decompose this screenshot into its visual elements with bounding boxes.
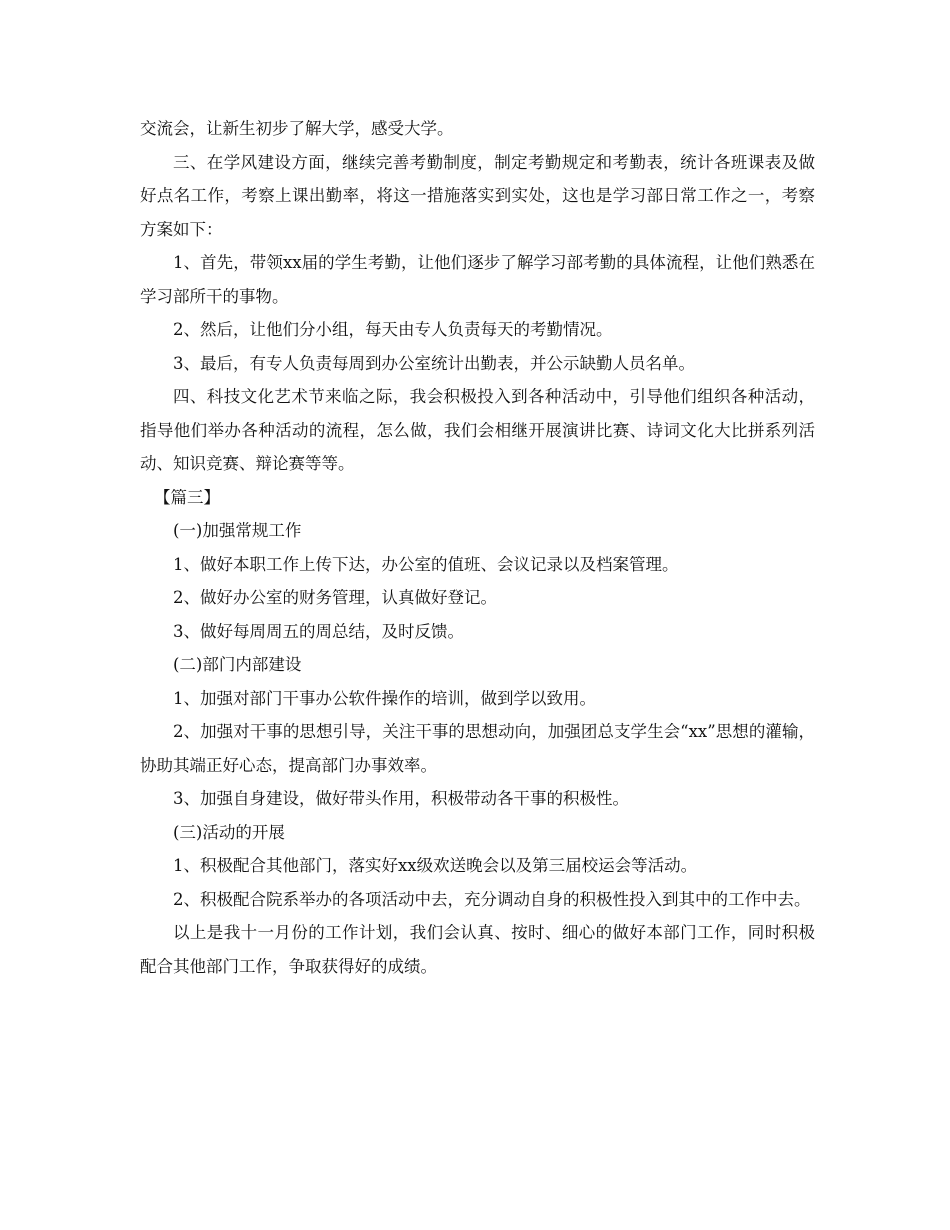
paragraph-conclusion: 以上是我十一月份的工作计划，我们会认真、按时、细心的做好本部门工作，同时积极配合其他部门工作，争取获得好的成绩。 [140, 923, 815, 976]
paragraph-step-3: 3、最后，有专人负责每周到办公室统计出勤表，并公示缺勤人员名单。 [173, 353, 695, 373]
list-item: 3、加强自身建设，做好带头作用，积极带动各干事的积极性。 [173, 789, 629, 808]
paragraph-continuation: 交流会，让新生初步了解大学，感受大学。 [140, 119, 454, 138]
chapter-heading: 【篇三】 [154, 487, 220, 507]
paragraph-step-1: 1、首先，带领xx届的学生考勤，让他们逐步了解学习部考勤的具体流程，让他们熟悉在学习部所干的事物。 [140, 253, 815, 306]
list-item: 1、做好本职工作上传下达，办公室的值班、会议记录以及档案管理。 [173, 554, 679, 574]
subheading-routine-work: (一)加强常规工作 [173, 521, 302, 540]
list-item: 2、加强对干事的思想引导，关注干事的思想动向，加强团总支学生会“xx”思想的灌输，协助其端正好心态，提高部门办事效率。 [140, 722, 815, 775]
document-body [140, 112, 815, 983]
paragraph-section-four: 四、科技文化艺术节来临之际，我会积极投入到各种活动中，引导他们组织各种活动，指导他们举办各种活动的流程，怎么做，我们会相继开展演讲比赛、诗词文化大比拼系列活动、知识竞赛、辩论赛等等。 [140, 387, 815, 473]
paragraph-section-three: 三、在学风建设方面，继续完善考勤制度，制定考勤规定和考勤表，统计各班课表及做好点名工作，考察上课出勤率，将这一措施落实到实处，这也是学习部日常工作之一，考察方案如下： [140, 152, 815, 239]
list-item: 1、加强对部门干事办公软件操作的培训，做到学以致用。 [173, 688, 596, 708]
list-item: 2、做好办公室的财务管理，认真做好登记。 [173, 588, 497, 607]
list-item: 3、做好每周周五的周总结，及时反馈。 [173, 621, 464, 641]
list-item: 1、积极配合其他部门，落实好xx级欢送晚会以及第三届校运会等活动。 [173, 856, 698, 875]
subheading-activities: (三)活动的开展 [173, 822, 285, 842]
subheading-department-building: (二)部门内部建设 [173, 655, 302, 674]
list-item: 2、积极配合院系举办的各项活动中去，充分调动自身的积极性投入到其中的工作中去。 [173, 889, 811, 909]
paragraph-step-2: 2、然后，让他们分小组，每天由专人负责每天的考勤情况。 [173, 320, 613, 339]
